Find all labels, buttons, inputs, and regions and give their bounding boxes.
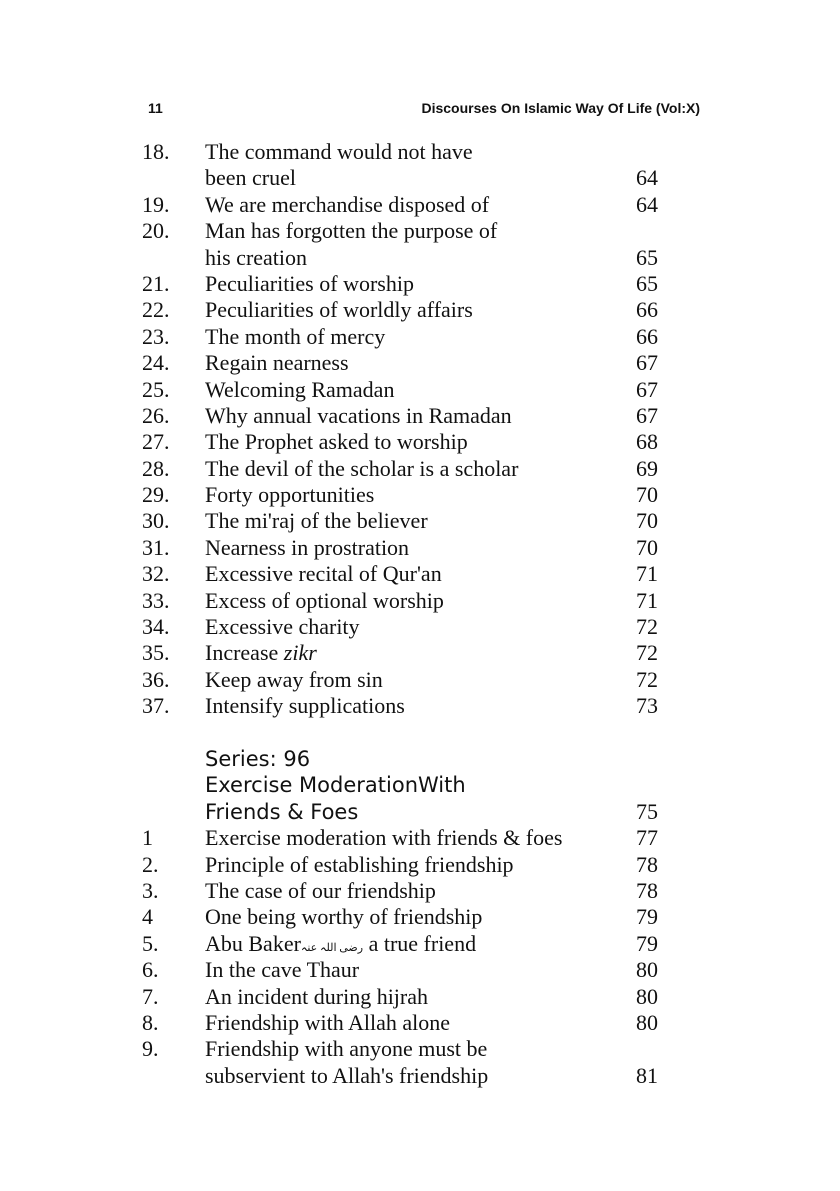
entry-title: Intensify supplications — [205, 693, 405, 719]
entry-title: Abu Bakerرضی اللہ عنہ a true friend — [205, 930, 477, 956]
entry-number: 34. — [142, 614, 170, 640]
entry-number: 21. — [142, 270, 170, 296]
entry-number: 6. — [142, 957, 159, 983]
entry-title: Increase zikr — [205, 640, 317, 666]
entry-title: The mi'raj of the believer — [205, 508, 428, 534]
toc-entry — [0, 904, 840, 930]
entry-title: The month of mercy — [205, 323, 386, 349]
entry-number: 33. — [142, 587, 170, 613]
entry-page: 67 — [636, 376, 658, 402]
toc-entry — [0, 693, 840, 719]
entry-page: 66 — [636, 323, 658, 349]
entry-number: 28. — [142, 455, 170, 481]
entry-page: 65 — [636, 244, 658, 270]
toc-entry — [0, 1063, 840, 1089]
entry-page: 71 — [636, 587, 658, 613]
toc-entry — [0, 245, 840, 271]
entry-page: 64 — [636, 165, 658, 191]
entry-title-italic: zikr — [283, 640, 317, 666]
toc-entry — [0, 931, 840, 957]
book-title: Discourses On Islamic Way Of Life (Vol:X) — [421, 100, 700, 116]
entry-number: 37. — [142, 693, 170, 719]
series-label-row — [0, 746, 840, 772]
entry-number: 3. — [142, 877, 159, 903]
entry-title: his creation — [205, 244, 308, 270]
entry-number: 26. — [142, 402, 170, 428]
entry-number: 20. — [142, 218, 170, 244]
entry-page: 70 — [636, 482, 658, 508]
entry-title: Why annual vacations in Ramadan — [205, 402, 512, 428]
entry-title: Peculiarities of worldly affairs — [205, 297, 473, 323]
entry-number: 22. — [142, 297, 170, 323]
entry-title: Exercise moderation with friends & foes — [205, 825, 563, 851]
entry-page: 77 — [636, 825, 658, 851]
toc-entry — [0, 218, 840, 244]
toc-entry — [0, 1036, 840, 1062]
entry-title: Nearness in prostration — [205, 534, 410, 560]
entry-page: 66 — [636, 297, 658, 323]
entry-number: 5. — [142, 930, 159, 956]
toc-entry — [0, 165, 840, 191]
entry-title: Peculiarities of worship — [205, 270, 414, 296]
entry-number: 8. — [142, 1009, 159, 1035]
entry-title: been cruel — [205, 165, 296, 191]
series-title: Friends & Foes — [205, 799, 359, 824]
toc-entry — [0, 957, 840, 983]
entry-title: We are merchandise disposed of — [205, 191, 490, 217]
entry-page: 72 — [636, 614, 658, 640]
entry-title: In the cave Thaur — [205, 957, 360, 983]
entry-number: 29. — [142, 482, 170, 508]
entry-page: 72 — [636, 640, 658, 666]
section-spacer — [0, 720, 840, 746]
entry-number: 1 — [142, 825, 153, 851]
page-number: 11 — [148, 100, 163, 116]
toc-entry — [0, 429, 840, 455]
toc-entry — [0, 852, 840, 878]
entry-title: The Prophet asked to worship — [205, 429, 468, 455]
entry-page: 73 — [636, 693, 658, 719]
toc-entry — [0, 588, 840, 614]
entry-number: 9. — [142, 1036, 159, 1062]
entry-title: Principle of establishing friendship — [205, 851, 514, 877]
entry-page: 79 — [636, 930, 658, 956]
honorific-text: رضی اللہ عنہ — [300, 941, 364, 954]
entry-number: 35. — [142, 640, 170, 666]
entry-title: The case of our friendship — [205, 877, 436, 903]
entry-title: The command would not have — [205, 139, 473, 164]
entry-page: 80 — [636, 983, 658, 1009]
entry-page: 70 — [636, 508, 658, 534]
entry-title: subservient to Allah's friendship — [205, 1062, 489, 1088]
entry-number: 2. — [142, 851, 159, 877]
entry-title: Regain nearness — [205, 350, 349, 376]
entry-page: 64 — [636, 191, 658, 217]
entry-page: 65 — [636, 270, 658, 296]
series-page: 75 — [636, 798, 658, 824]
toc-entry — [0, 350, 840, 376]
entry-title: Excessive charity — [205, 614, 360, 640]
entry-title: Friendship with anyone must be — [205, 1036, 488, 1062]
toc-entry — [0, 1010, 840, 1036]
entry-number: 31. — [142, 534, 170, 560]
toc-entry — [0, 640, 840, 666]
series-title: Exercise ModerationWith — [205, 773, 466, 798]
entry-page: 67 — [636, 402, 658, 428]
toc-entry — [0, 297, 840, 323]
entry-page: 70 — [636, 534, 658, 560]
toc-entry — [0, 561, 840, 587]
entry-number: 4 — [142, 904, 153, 930]
entry-page: 78 — [636, 851, 658, 877]
entry-page: 68 — [636, 429, 658, 455]
toc-entry — [0, 192, 840, 218]
entry-page: 69 — [636, 455, 658, 481]
entry-page: 67 — [636, 350, 658, 376]
entry-page: 71 — [636, 561, 658, 587]
entry-number: 32. — [142, 561, 170, 587]
toc-entry — [0, 271, 840, 297]
entry-number: 7. — [142, 983, 159, 1009]
entry-title: Friendship with Allah alone — [205, 1009, 451, 1035]
toc-entry — [0, 614, 840, 640]
entry-title: One being worthy of friendship — [205, 904, 483, 930]
toc-entry — [0, 482, 840, 508]
entry-page: 72 — [636, 666, 658, 692]
entry-number: 24. — [142, 350, 170, 376]
toc-entry — [0, 535, 840, 561]
toc-entry — [0, 878, 840, 904]
entry-number: 27. — [142, 429, 170, 455]
entry-number: 18. — [142, 139, 170, 164]
toc-entry — [0, 377, 840, 403]
entry-title: Man has forgotten the purpose of — [205, 218, 498, 244]
series-title-row — [0, 772, 840, 798]
entry-title: Excess of optional worship — [205, 587, 444, 613]
entry-number: 36. — [142, 666, 170, 692]
entry-number: 30. — [142, 508, 170, 534]
entry-title: Welcoming Ramadan — [205, 376, 395, 402]
entry-title: The devil of the scholar is a scholar — [205, 455, 519, 481]
table-of-contents — [0, 139, 840, 1089]
entry-number: 23. — [142, 323, 170, 349]
entry-title: Excessive recital of Qur'an — [205, 561, 442, 587]
entry-title: Keep away from sin — [205, 666, 383, 692]
entry-page: 80 — [636, 1009, 658, 1035]
toc-entry — [0, 984, 840, 1010]
series-title-row — [0, 799, 840, 825]
entry-title: An incident during hijrah — [205, 983, 429, 1009]
entry-number: 19. — [142, 191, 170, 217]
series-label: Series: 96 — [205, 746, 311, 771]
toc-entry — [0, 825, 840, 851]
toc-entry — [0, 139, 840, 165]
entry-page: 81 — [636, 1062, 658, 1088]
entry-page: 78 — [636, 877, 658, 903]
toc-entry — [0, 667, 840, 693]
toc-entry — [0, 324, 840, 350]
entry-title: Forty opportunities — [205, 482, 375, 508]
toc-entry — [0, 456, 840, 482]
entry-page: 79 — [636, 904, 658, 930]
toc-entry — [0, 403, 840, 429]
toc-entry — [0, 508, 840, 534]
entry-page: 80 — [636, 957, 658, 983]
entry-number: 25. — [142, 376, 170, 402]
